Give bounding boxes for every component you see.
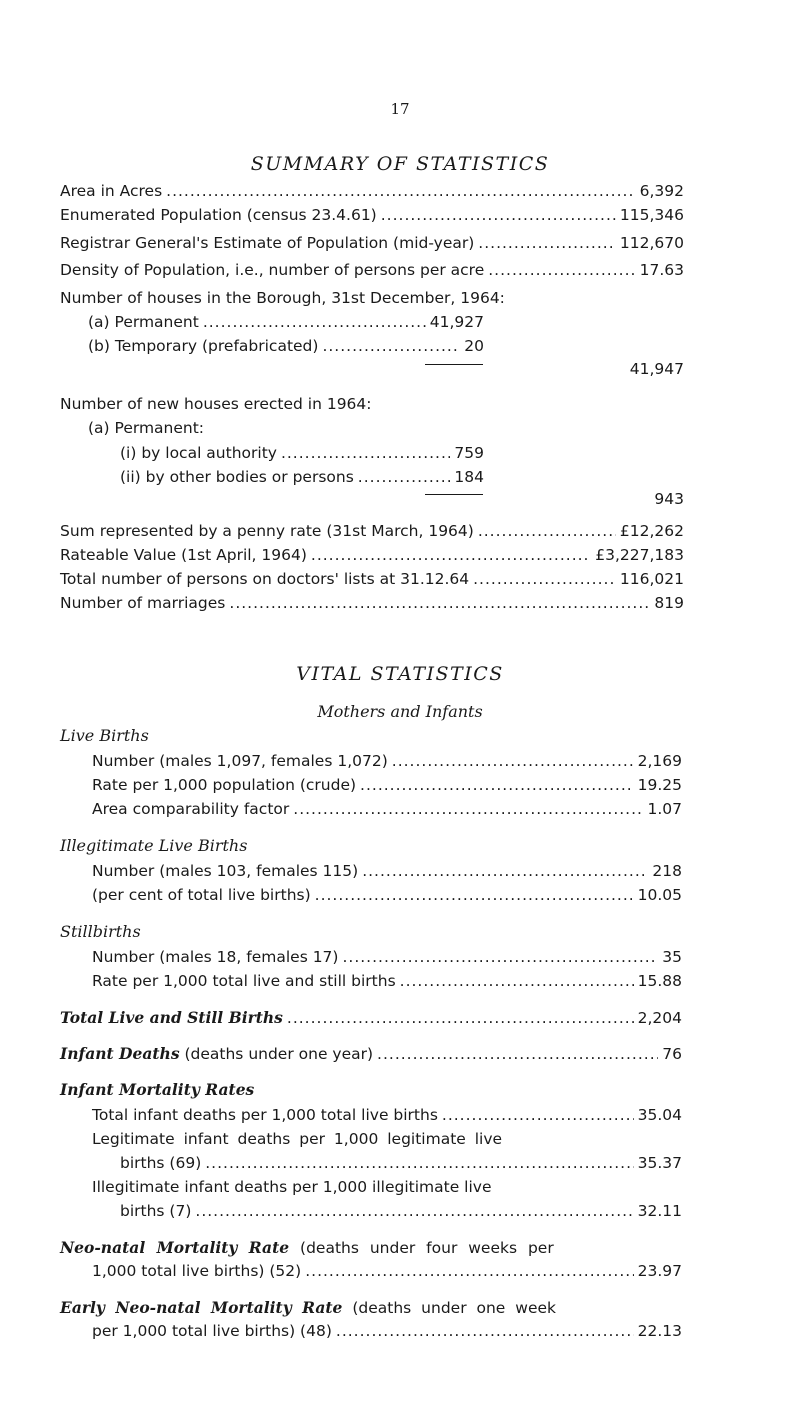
illegitimate-deaths-line1: Illegitimate infant deaths per 1,000 illegitimate live [92, 1178, 492, 1196]
houses-temporary-label: (b) Temporary (prefabricated) [88, 337, 319, 355]
neonatal-heading: Neo-natal Mortality Rate [60, 1238, 290, 1257]
infant-deaths-row [60, 1044, 682, 1066]
summary-title: SUMMARY OF STATISTICS [250, 153, 550, 175]
infant-mortality-total-value: 35.04 [637, 1106, 682, 1124]
area-value: 6,392 [639, 182, 684, 200]
doctors-row [60, 570, 684, 592]
vital-subtitle: Mothers and Infants [317, 702, 483, 721]
neonatal-row [92, 1262, 682, 1284]
area-row [60, 182, 684, 204]
live-births-number-row [92, 752, 682, 774]
live-births-number-value: 2,169 [637, 752, 682, 770]
total-births-value: 2,204 [637, 1009, 682, 1027]
neonatal-line1 [60, 1238, 554, 1257]
early-neonatal-label: per 1,000 total live births) (48) [92, 1322, 332, 1340]
live-births-rate-row [92, 776, 682, 798]
new-houses-total: 943 [654, 490, 684, 508]
live-births-factor-value: 1.07 [647, 800, 682, 818]
new-houses-local-label: (i) by local authority [120, 444, 277, 462]
early-neonatal-line1 [60, 1298, 556, 1317]
houses-permanent-value: 41,927 [429, 313, 484, 331]
penny-rate-row [60, 522, 684, 544]
neonatal-note: (deaths under four weeks per [289, 1239, 554, 1257]
live-births-rate-value: 19.25 [637, 776, 682, 794]
live-births-factor-label: Area comparability factor [92, 800, 290, 818]
rateable-value: £3,227,183 [595, 546, 684, 564]
live-births-rate-label: Rate per 1,000 population (crude) [92, 776, 357, 794]
stillbirths-heading: Stillbirths [60, 922, 141, 941]
houses-permanent-label: (a) Permanent [88, 313, 199, 331]
new-houses-local-row [120, 444, 484, 466]
early-neonatal-row [92, 1322, 682, 1344]
illegitimate-deaths-row [120, 1202, 682, 1224]
houses-temporary-value: 20 [464, 337, 484, 355]
illegitimate-deaths-value: 32.11 [637, 1202, 682, 1220]
stillbirths-number-row [92, 948, 682, 970]
total-births-row [60, 1008, 682, 1030]
new-houses-other-row [120, 468, 484, 490]
rateable-row [60, 546, 684, 568]
stillbirths-rate-value: 15.88 [637, 972, 682, 990]
enumerated-value: 115,346 [619, 206, 684, 224]
infant-deaths-note: (deaths under one year) [179, 1045, 374, 1063]
stillbirths-number-label: Number (males 18, females 17) [92, 948, 339, 966]
page-number: 17 [390, 100, 410, 118]
houses-subtotal-rule [425, 364, 483, 365]
area-label: Area in Acres [60, 182, 163, 200]
vital-title: VITAL STATISTICS [296, 663, 504, 685]
illegitimate-heading: Illegitimate Live Births [60, 836, 248, 855]
houses-permanent-row [88, 313, 484, 335]
legitimate-value: 35.37 [637, 1154, 682, 1172]
estimate-label: Registrar General's Estimate of Population (mid-year) [60, 234, 475, 252]
early-neonatal-value: 22.13 [637, 1322, 682, 1340]
new-houses-other-label: (ii) by other bodies or persons [120, 468, 354, 486]
illegitimate-percent-label: (per cent of total live births) [92, 886, 311, 904]
density-value: 17.63 [639, 261, 684, 279]
illegitimate-number-value: 218 [652, 862, 682, 880]
new-houses-heading: Number of new houses erected in 1964: [60, 395, 372, 413]
rateable-label: Rateable Value (1st April, 1964) [60, 546, 307, 564]
infant-mortality-heading: Infant Mortality Rates [60, 1080, 255, 1099]
legitimate-line1: Legitimate infant deaths per 1,000 legitimate live [92, 1130, 503, 1148]
legitimate-row [120, 1154, 682, 1176]
estimate-value: 112,670 [619, 234, 684, 252]
live-births-factor-row [92, 800, 682, 822]
neonatal-value: 23.97 [637, 1262, 682, 1280]
infant-deaths-label: Infant Deaths [60, 1044, 180, 1063]
illegitimate-percent-row [92, 886, 682, 908]
illegitimate-number-label: Number (males 103, females 115) [92, 862, 359, 880]
new-houses-permanent-label: (a) Permanent: [88, 419, 205, 437]
enumerated-label: Enumerated Population (census 23.4.61) [60, 206, 377, 224]
enumerated-row [60, 206, 684, 228]
early-neonatal-heading: Early Neo-natal Mortality Rate [60, 1298, 343, 1317]
total-births-label: Total Live and Still Births [60, 1008, 283, 1027]
density-label: Density of Population, i.e., number of persons per acre [60, 261, 485, 279]
neonatal-label: 1,000 total live births) (52) [92, 1262, 302, 1280]
infant-mortality-total-label: Total infant deaths per 1,000 total live births [92, 1106, 438, 1124]
stillbirths-number-value: 35 [662, 948, 682, 966]
new-houses-subtotal-rule [425, 494, 483, 495]
houses-heading: Number of houses in the Borough, 31st December, 1964: [60, 289, 505, 307]
penny-rate-label: Sum represented by a penny rate (31st March, 1964) [60, 522, 474, 540]
marriages-row [60, 594, 684, 616]
live-births-heading: Live Births [60, 726, 149, 745]
illegitimate-deaths-label: births (7) [120, 1202, 192, 1220]
legitimate-label: births (69) [120, 1154, 202, 1172]
houses-temporary-row [88, 337, 484, 359]
houses-total: 41,947 [629, 360, 684, 378]
doctors-label: Total number of persons on doctors' lists at 31.12.64 [60, 570, 470, 588]
penny-rate-value: £12,262 [619, 522, 684, 540]
estimate-row [60, 234, 684, 256]
stillbirths-rate-label: Rate per 1,000 total live and still births [92, 972, 396, 990]
new-houses-other-value: 184 [454, 468, 484, 486]
infant-deaths-value: 76 [662, 1045, 682, 1063]
marriages-label: Number of marriages [60, 594, 226, 612]
early-neonatal-note: (deaths under one week [342, 1299, 556, 1317]
stillbirths-rate-row [92, 972, 682, 994]
new-houses-local-value: 759 [454, 444, 484, 462]
density-row [60, 261, 684, 283]
illegitimate-number-row [92, 862, 682, 884]
marriages-value: 819 [654, 594, 684, 612]
infant-mortality-total-row [92, 1106, 682, 1128]
doctors-value: 116,021 [619, 570, 684, 588]
live-births-number-label: Number (males 1,097, females 1,072) [92, 752, 388, 770]
illegitimate-percent-value: 10.05 [637, 886, 682, 904]
